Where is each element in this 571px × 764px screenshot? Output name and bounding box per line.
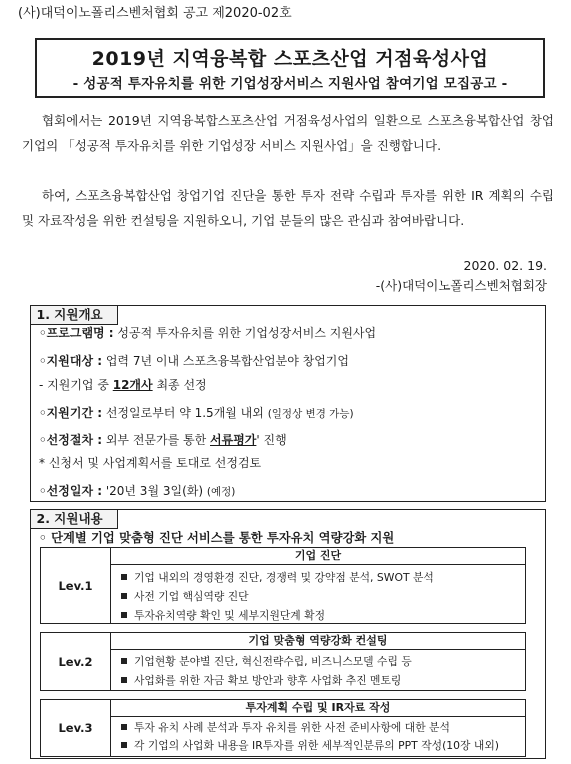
- level-1-label: Lev.1: [41, 548, 111, 623]
- level-2-box: [40, 632, 526, 691]
- level-1-item: 기업 내외의 경영환경 진단, 경쟁력 및 강약점 분석, SWOT 분석: [121, 570, 434, 585]
- bullet-icon: [121, 612, 127, 618]
- count-line: - 지원기업 중 12개사 최종 선정: [39, 378, 207, 392]
- target-line: ◦지원대상 : 업력 7년 이내 스포츠융복합산업분야 창업기업: [39, 354, 349, 368]
- level-1-box: [40, 547, 526, 624]
- level-1-item: 투자유치역량 확인 및 세부지원단계 확정: [121, 608, 325, 623]
- page-title: 2019년 지역융복합 스포츠산업 거점육성사업: [91, 48, 489, 70]
- announcement-date: 2020. 02. 19.: [463, 258, 547, 273]
- level-2-label: Lev.2: [41, 633, 111, 690]
- bullet-icon: [121, 593, 127, 599]
- title-box: [35, 38, 545, 98]
- program-line: ◦프로그램명 : 성공적 투자유치를 위한 기업성장서비스 지원사업: [39, 326, 377, 340]
- level-3-head: 투자계획 수립 및 IR자료 작성: [111, 700, 525, 717]
- process-note: * 신청서 및 사업계획서를 토대로 선정검토: [39, 456, 262, 470]
- process-line: ◦선정절차 : 외부 전문가를 통한 서류평가' 진행: [39, 433, 287, 447]
- bullet-icon: [121, 574, 127, 580]
- level-2-item: 사업화를 위한 자금 확보 방안과 향후 사업화 추진 멘토링: [121, 673, 401, 688]
- level-3-item: 투자 유치 사례 분석과 투자 유치를 위한 사전 준비사항에 대한 분석: [121, 720, 450, 735]
- selection-date-line: ◦선정일자 : '20년 3월 3일(화) (예정): [39, 484, 236, 498]
- level-2-item: 기업현황 분야별 진단, 혁신전략수립, 비즈니스모델 수립 등: [121, 654, 412, 669]
- section-content-tag: 2. 지원내용: [30, 509, 118, 529]
- level-2-head: 기업 맞춤형 역량강화 컨설팅: [111, 633, 525, 650]
- intro-paragraph-2: 하여, 스포츠융복합산업 창업기업 진단을 통한 투자 전략 수립과 투자를 위한 IR 계획의 수립 및 자료작성을 위한 컨설팅을 지원하오니, 기업 분들의 많은 관심과 참여바랍니다.: [22, 188, 554, 228]
- announcement-number: (사)대덕이노폴리스벤처협회 공고 제2020-02호: [18, 6, 292, 21]
- bullet-icon: [121, 658, 127, 664]
- level-1-item: 사전 기업 핵심역량 진단: [121, 589, 249, 604]
- section-overview-tag: 1. 지원개요: [30, 305, 118, 325]
- signature: -(사)대덕이노폴리스벤처협회장: [375, 278, 547, 293]
- level-3-box: [40, 699, 526, 757]
- bullet-icon: [121, 677, 127, 683]
- content-intro: ◦ 단계별 기업 맞춤형 진단 서비스를 통한 투자유치 역량강화 지원: [39, 531, 395, 545]
- section-overview: [30, 305, 546, 502]
- bullet-icon: [121, 724, 127, 730]
- level-1-head: 기업 진단: [111, 548, 525, 565]
- period-line: ◦지원기간 : 선정일로부터 약 1.5개월 내외 (일정상 변경 가능): [39, 406, 354, 420]
- page-subtitle: - 성공적 투자유치를 위한 기업성장서비스 지원사업 참여기업 모집공고 -: [72, 76, 508, 92]
- level-3-label: Lev.3: [41, 700, 111, 756]
- intro-paragraph-1: 협회에서는 2019년 지역융복합스포츠산업 거점육성사업의 일환으로 스포츠융복합산업 창업기업의 「성공적 투자유치를 위한 기업성장 서비스 지원사업」을 진행합니다.: [22, 113, 554, 153]
- level-3-item: 각 기업의 사업화 내용을 IR투자를 위한 세부적인분류의 PPT 작성(10장 내외): [121, 738, 499, 753]
- bullet-icon: [121, 742, 127, 748]
